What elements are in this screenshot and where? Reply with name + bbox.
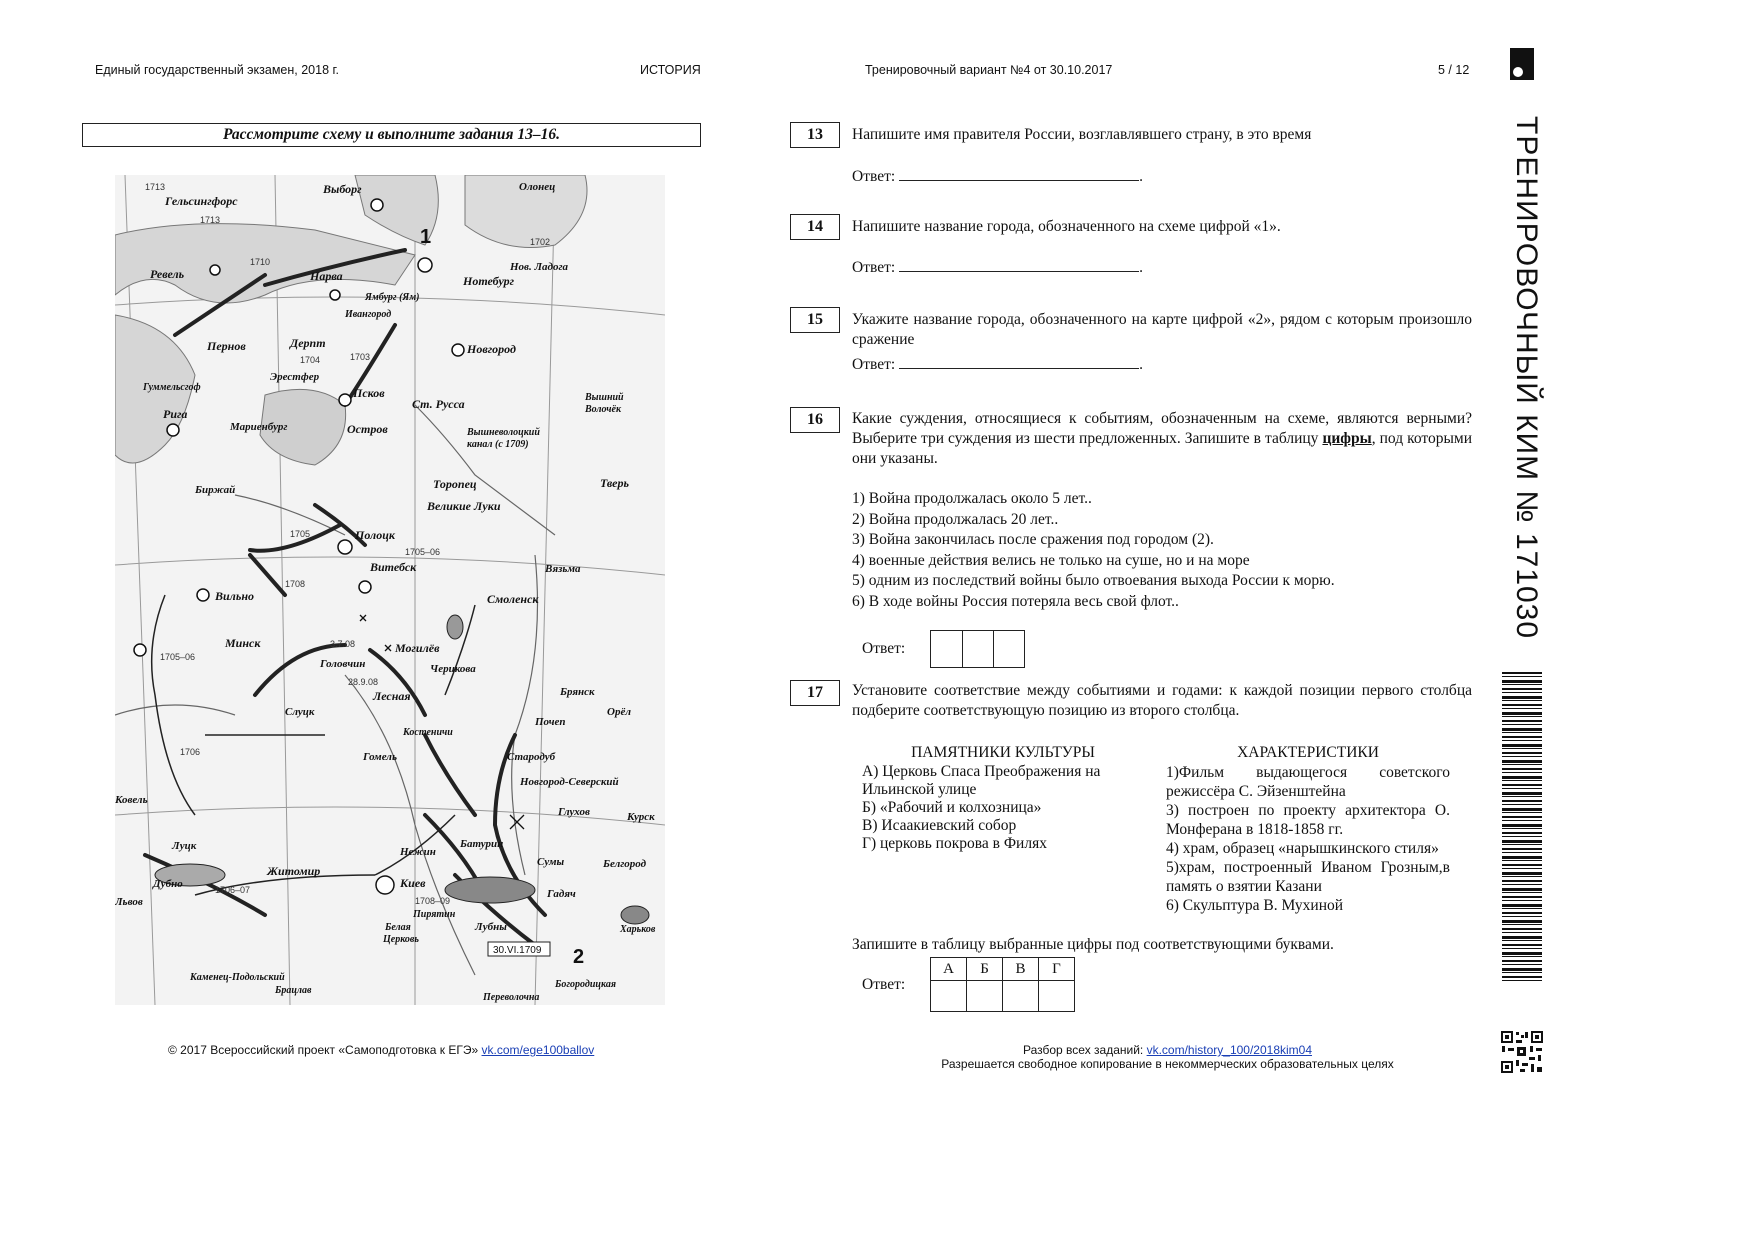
- svg-text:Киев: Киев: [400, 876, 426, 890]
- list-item: Б) «Рабочий и колхозница»: [862, 799, 1042, 816]
- task-17-answer-cell[interactable]: [966, 980, 1003, 1012]
- svg-text:1713: 1713: [200, 215, 221, 225]
- svg-text:1706: 1706: [180, 747, 201, 757]
- svg-text:1713: 1713: [145, 182, 166, 192]
- task-16-answer-cell[interactable]: [930, 630, 963, 668]
- svg-text:Стародуб: Стародуб: [507, 751, 556, 763]
- svg-text:1706–07: 1706–07: [215, 885, 251, 895]
- svg-text:Лубны: Лубны: [475, 921, 507, 933]
- svg-text:Тверь: Тверь: [600, 476, 629, 490]
- svg-text:Мариенбург: Мариенбург: [230, 421, 288, 433]
- svg-text:Гадяч: Гадяч: [547, 888, 576, 900]
- task-16-number: 16: [790, 407, 840, 433]
- svg-text:Брянск: Брянск: [560, 686, 595, 698]
- list-item: 5)храм, построенный Иваном Грозным,в память о взятии Казани: [1166, 859, 1450, 895]
- task-13-number: 13: [790, 122, 840, 148]
- task-15-number: 15: [790, 307, 840, 333]
- svg-text:Белгород: Белгород: [603, 858, 647, 870]
- svg-text:Великие Луки: Великие Луки: [427, 499, 501, 513]
- svg-text:Церковь: Церковь: [383, 934, 419, 945]
- list-item: А) Церковь Спаса Преображения на Ильинской улице: [862, 763, 1101, 798]
- answer-input[interactable]: [899, 354, 1139, 369]
- task-17-left-list: [862, 763, 1140, 853]
- subject-title: ИСТОРИЯ: [640, 63, 701, 77]
- svg-text:Почеп: Почеп: [535, 716, 566, 728]
- answer-input[interactable]: [899, 257, 1139, 272]
- svg-text:Вышний: Вышний: [585, 392, 624, 403]
- task-17-right-list: [1166, 763, 1450, 915]
- svg-text:Минск: Минск: [225, 636, 261, 650]
- option-item: 4) военные действия велись не только на суше, но и на море: [852, 551, 1250, 569]
- svg-text:Гельсингфорс: Гельсингфорс: [165, 194, 238, 208]
- list-item: Г) церковь покрова в Филях: [862, 835, 1047, 852]
- svg-text:1710: 1710: [250, 257, 271, 267]
- footer-right: [900, 1043, 1435, 1071]
- svg-text:Витебск: Витебск: [370, 560, 417, 574]
- footer-right-line2: Разрешается свободное копирование в некоммерческих образовательных целях: [941, 1057, 1394, 1071]
- svg-text:Лесная: Лесная: [373, 689, 411, 703]
- footer-left-link[interactable]: vk.com/ege100ballov: [481, 1043, 595, 1057]
- side-title: ТРЕНИРОВОЧНЫЙ КИМ № 171030: [1510, 116, 1543, 640]
- svg-text:Каменец-Подольский: Каменец-Подольский: [190, 972, 285, 983]
- task-16-text: Какие суждения, относящиеся к событиям, обозначенным на схеме, являются верными? Выберите три суждения из шести предложенных. Запишите в таблицу цифры, под которыми они указаны.: [852, 410, 1472, 467]
- svg-text:Ивангород: Ивангород: [345, 309, 392, 320]
- answer-label: Ответ:: [852, 356, 896, 373]
- svg-text:Новгород: Новгород: [467, 342, 516, 356]
- svg-text:28.9.08: 28.9.08: [348, 677, 379, 687]
- list-item: 4) храм, образец «нарышкинского стиля»: [1166, 840, 1439, 857]
- list-item: 3) построен по проекту архитектора О. Монферана в 1818-1858 гг.: [1166, 802, 1450, 838]
- svg-text:Сумы: Сумы: [537, 856, 565, 868]
- svg-text:Батурин: Батурин: [460, 838, 504, 850]
- list-item: 1)Фильм выдающегося советского режиссёра С. Эйзенштейна: [1166, 764, 1450, 800]
- svg-text:Ст. Русса: Ст. Русса: [412, 397, 465, 411]
- svg-text:Белая: Белая: [385, 922, 411, 933]
- task-14-answer: Ответ: .: [852, 259, 1144, 276]
- svg-text:1703: 1703: [350, 352, 371, 362]
- option-item: 6) В ходе войны Россия потеряла весь свой флот..: [852, 592, 1179, 610]
- svg-text:Остров: Остров: [347, 422, 388, 436]
- svg-text:30.VI.1709: 30.VI.1709: [493, 945, 542, 956]
- table-header-v: В: [1002, 957, 1039, 981]
- svg-text:Брацлав: Брацлав: [275, 985, 312, 996]
- task-16-answer-cell[interactable]: [962, 630, 994, 668]
- svg-text:Нов. Ладога: Нов. Ладога: [510, 261, 569, 273]
- svg-text:Выборг: Выборг: [323, 182, 362, 196]
- svg-text:Нежин: Нежин: [400, 846, 436, 858]
- exam-title: Единый государственный экзамен, 2018 г.: [95, 63, 340, 77]
- svg-text:Ямбург (Ям): Ямбург (Ям): [365, 292, 420, 303]
- answer-label: Ответ:: [852, 168, 896, 185]
- footer-right-link[interactable]: vk.com/history_100/2018kim04: [1146, 1043, 1313, 1057]
- barcode: [1502, 672, 1542, 984]
- variant-title: Тренировочный вариант №4 от 30.10.2017: [865, 63, 1113, 77]
- svg-text:Вязьма: Вязьма: [545, 563, 581, 575]
- svg-text:1: 1: [420, 226, 432, 248]
- footer-left-text: © 2017 Всероссийский проект «Самоподготовка к ЕГЭ»: [168, 1043, 482, 1057]
- svg-text:Богородицкая: Богородицкая: [555, 979, 616, 990]
- svg-text:Орёл: Орёл: [607, 706, 631, 718]
- historical-map: [115, 175, 665, 1005]
- footer-left: [168, 1043, 594, 1057]
- qr-code: [1500, 1030, 1544, 1074]
- task-14-number: 14: [790, 214, 840, 240]
- svg-text:2: 2: [573, 946, 585, 968]
- svg-text:Нотебург: Нотебург: [463, 274, 515, 288]
- svg-text:1702: 1702: [530, 237, 551, 247]
- table-header-a: А: [930, 957, 967, 981]
- task-14-text: Напишите название города, обозначенного на схеме цифрой «1».: [852, 218, 1281, 235]
- task-17-answer-label: Ответ:: [862, 976, 906, 993]
- svg-text:1708–09: 1708–09: [415, 896, 451, 906]
- table-header-g: Г: [1038, 957, 1075, 981]
- svg-text:Глухов: Глухов: [558, 806, 590, 818]
- answer-label: Ответ:: [852, 259, 896, 276]
- task-15-answer: Ответ: .: [852, 356, 1144, 373]
- svg-text:1704: 1704: [300, 355, 321, 365]
- task-16-answer-cell[interactable]: [993, 630, 1025, 668]
- task-17-answer-cell[interactable]: [1002, 980, 1039, 1012]
- map-instruction: Рассмотрите схему и выполните задания 13–16.: [82, 123, 701, 147]
- task-17-instruction: Запишите в таблицу выбранные цифры под соответствующими буквами.: [852, 936, 1334, 953]
- svg-text:3.7.08: 3.7.08: [330, 639, 356, 649]
- svg-text:Смоленск: Смоленск: [487, 592, 539, 606]
- task-16-options: [852, 489, 1335, 612]
- svg-text:Могилёв: Могилёв: [395, 641, 440, 655]
- svg-text:Псков: Псков: [353, 386, 385, 400]
- svg-text:Курск: Курск: [627, 811, 655, 823]
- svg-text:Дерпт: Дерпт: [290, 336, 326, 350]
- svg-text:Нарва: Нарва: [310, 269, 343, 283]
- task-17-answer-cell[interactable]: [930, 980, 967, 1012]
- task-17-text: Установите соответствие между событиями и годами: к каждой позиции первого столбца подберите соответствующую позицию из второго столбца.: [852, 682, 1472, 719]
- svg-text:Пирятин: Пирятин: [413, 909, 456, 920]
- svg-text:1708: 1708: [285, 579, 306, 589]
- corner-marker-icon: [1510, 48, 1534, 80]
- task-15-text: Укажите название города, обозначенного на карте цифрой «2», рядом с которым произошло сражение: [852, 311, 1472, 348]
- svg-text:Слуцк: Слуцк: [285, 706, 315, 718]
- svg-text:Харьков: Харьков: [620, 924, 656, 935]
- option-item: 1) Война продолжалась около 5 лет..: [852, 490, 1092, 507]
- table-header-b: Б: [966, 957, 1003, 981]
- svg-text:Волочёк: Волочёк: [585, 404, 622, 415]
- task-13-text: Напишите имя правителя России, возглавлявшего страну, в это время: [852, 126, 1312, 143]
- svg-text:Переволочна: Переволочна: [483, 992, 540, 1003]
- task-17-answer-cell[interactable]: [1038, 980, 1075, 1012]
- svg-text:Гомель: Гомель: [363, 751, 397, 763]
- task-17-right-heading: ХАРАКТЕРИСТИКИ: [1237, 744, 1379, 761]
- svg-text:Рига: Рига: [163, 407, 188, 421]
- option-item: 5) одним из последствий войны было отвоевания выхода России к морю.: [852, 572, 1335, 589]
- svg-text:Головчин: Головчин: [320, 658, 366, 670]
- svg-text:Пернов: Пернов: [207, 339, 246, 353]
- svg-text:Вышневолоцкий: Вышневолоцкий: [467, 427, 540, 438]
- answer-input[interactable]: [899, 166, 1139, 181]
- svg-text:Гуммельсгоф: Гуммельсгоф: [143, 382, 201, 393]
- svg-text:1705: 1705: [290, 529, 311, 539]
- list-item: В) Исаакиевский собор: [862, 817, 1017, 834]
- svg-text:Вильно: Вильно: [215, 589, 254, 603]
- svg-text:Торопец: Торопец: [433, 477, 477, 491]
- task-17-left-heading: ПАМЯТНИКИ КУЛЬТУРЫ: [911, 744, 1095, 761]
- list-item: 6) Скульптура В. Мухиной: [1166, 897, 1344, 914]
- task-17-number: 17: [790, 680, 840, 706]
- svg-text:Эрестфер: Эрестфер: [270, 371, 320, 383]
- svg-text:Черикова: Черикова: [430, 663, 476, 675]
- svg-text:канал (с 1709): канал (с 1709): [467, 439, 529, 450]
- svg-text:Костеничи: Костеничи: [403, 727, 453, 738]
- svg-text:1705–06: 1705–06: [160, 652, 196, 662]
- svg-text:Житомир: Житомир: [267, 864, 321, 878]
- svg-text:Полоцк: Полоцк: [355, 528, 395, 542]
- svg-text:Олонец: Олонец: [519, 181, 556, 193]
- option-item: 2) Война продолжалась 20 лет..: [852, 510, 1059, 528]
- task-16-answer-label: Ответ:: [862, 640, 906, 657]
- task-13-answer: Ответ: .: [852, 168, 1144, 185]
- svg-text:Дубно: Дубно: [153, 878, 183, 890]
- footer-right-text: Разбор всех заданий:: [1022, 1043, 1147, 1057]
- svg-text:Ревель: Ревель: [150, 267, 185, 281]
- option-item: 3) Война закончилась после сражения под городом (2).: [852, 531, 1214, 548]
- svg-text:Львов: Львов: [115, 896, 143, 908]
- svg-text:1705–06: 1705–06: [405, 547, 441, 557]
- svg-text:Биржай: Биржай: [195, 484, 236, 496]
- svg-text:Ковель: Ковель: [115, 794, 148, 806]
- svg-text:Новгород-Северский: Новгород-Северский: [520, 776, 619, 788]
- svg-text:Луцк: Луцк: [172, 840, 197, 852]
- page-number: 5 / 12: [1438, 63, 1470, 77]
